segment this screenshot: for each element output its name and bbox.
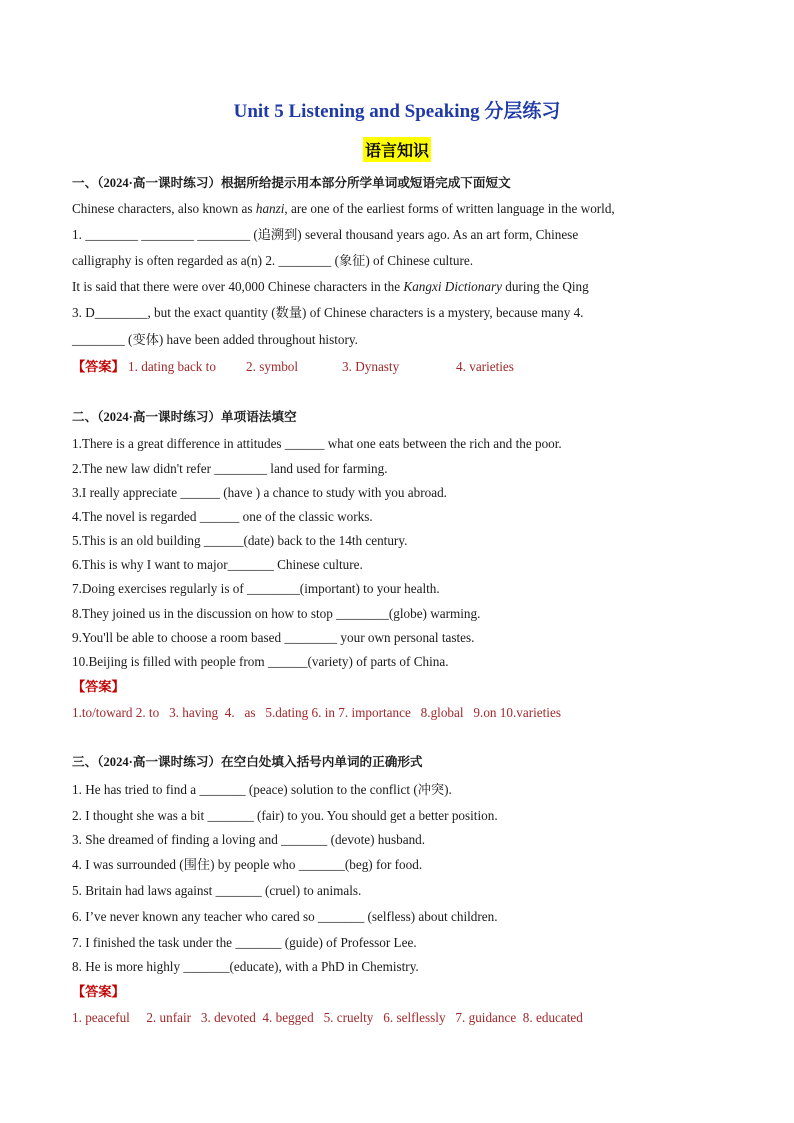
passage-text: Chinese characters, also known as bbox=[72, 201, 256, 216]
answer-tag: 【答案】 bbox=[72, 359, 125, 374]
section1-answer-line bbox=[72, 359, 514, 375]
question-item: 8.They joined us in the discussion on how to stop ________(globe) warming. bbox=[72, 606, 481, 621]
question-item: 3.I really appreciate ______ (have ) a chance to study with you abroad. bbox=[72, 485, 447, 500]
passage-italic-term: Kangxi Dictionary bbox=[403, 279, 502, 294]
answer-item: 2. symbol bbox=[246, 359, 299, 374]
passage-italic-term: hanzi bbox=[255, 201, 285, 216]
question-item: 4. I was surrounded (围住) by people who _______(beg) for food. bbox=[72, 857, 423, 872]
passage-line: 1. ________ ________ ________ (追溯到) several thousand years ago. As an art form, Chinese bbox=[72, 227, 579, 242]
section3-heading: 三、（2024·高一课时练习）在空白处填入括号内单词的正确形式 bbox=[72, 755, 423, 769]
section2-answers: 1.to/toward 2. to 3. having 4. as 5.dating 6. in 7. importance 8.global 9.on 10.varieties bbox=[72, 705, 561, 720]
question-item: 7. I finished the task under the _______ (guide) of Professor Lee. bbox=[72, 935, 417, 950]
question-item: 7.Doing exercises regularly is of ________(important) to your health. bbox=[72, 581, 440, 596]
question-item: 4.The novel is regarded ______ one of the classic works. bbox=[72, 509, 373, 524]
question-item: 1.There is a great difference in attitudes ______ what one eats between the rich and the poor. bbox=[72, 436, 562, 451]
question-item: 6.This is why I want to major_______ Chinese culture. bbox=[72, 557, 363, 572]
question-item: 8. He is more highly _______(educate), with a PhD in Chemistry. bbox=[72, 959, 419, 974]
question-item: 2.The new law didn't refer ________ land used for farming. bbox=[72, 461, 388, 476]
section1-heading: 一、（2024·高一课时练习）根据所给提示用本部分所学单词或短语完成下面短文 bbox=[72, 176, 511, 190]
passage-line bbox=[72, 279, 589, 295]
passage-text: during the Qing bbox=[501, 279, 589, 294]
answer-item: 1. dating back to bbox=[128, 359, 216, 374]
question-item: 9.You'll be able to choose a room based ________ your own personal tastes. bbox=[72, 630, 475, 645]
section3-answers: 1. peaceful 2. unfair 3. devoted 4. begged 5. cruelty 6. selflessly 7. guidance 8. educated bbox=[72, 1010, 583, 1025]
question-item: 6. I’ve never known any teacher who cared so _______ (selfless) about children. bbox=[72, 909, 498, 924]
answer-item: 4. varieties bbox=[456, 359, 514, 374]
page-title: Unit 5 Listening and Speaking 分层练习 bbox=[233, 101, 561, 122]
question-item: 1. He has tried to find a _______ (peace) solution to the conflict (冲突). bbox=[72, 782, 452, 797]
page-subtitle: 语言知识 bbox=[363, 137, 431, 162]
question-item: 3. She dreamed of finding a loving and _______ (devote) husband. bbox=[72, 832, 426, 847]
question-item: 10.Beijing is filled with people from ______(variety) of parts of China. bbox=[72, 654, 449, 669]
passage-text: , are one of the earliest forms of written language in the world, bbox=[284, 201, 615, 216]
answer-tag: 【答案】 bbox=[72, 679, 125, 694]
passage-line: ________ (变体) have been added throughout history. bbox=[72, 332, 358, 347]
question-item: 2. I thought she was a bit _______ (fair) to you. You should get a better position. bbox=[72, 808, 498, 823]
passage-text: It is said that there were over 40,000 Chinese characters in the bbox=[72, 279, 404, 294]
question-item: 5. Britain had laws against _______ (cruel) to animals. bbox=[72, 883, 362, 898]
subtitle-container bbox=[0, 137, 794, 162]
answer-tag: 【答案】 bbox=[72, 984, 125, 999]
passage-line: calligraphy is often regarded as a(n) 2. ________ (象征) of Chinese culture. bbox=[72, 253, 473, 268]
question-item: 5.This is an old building ______(date) back to the 14th century. bbox=[72, 533, 408, 548]
section2-heading: 二、（2024·高一课时练习）单项语法填空 bbox=[72, 410, 297, 424]
passage-line bbox=[72, 201, 615, 217]
passage-line: 3. D________, but the exact quantity (数量) of Chinese characters is a mystery, because many 4. bbox=[72, 305, 584, 320]
answer-item: 3. Dynasty bbox=[342, 359, 400, 374]
